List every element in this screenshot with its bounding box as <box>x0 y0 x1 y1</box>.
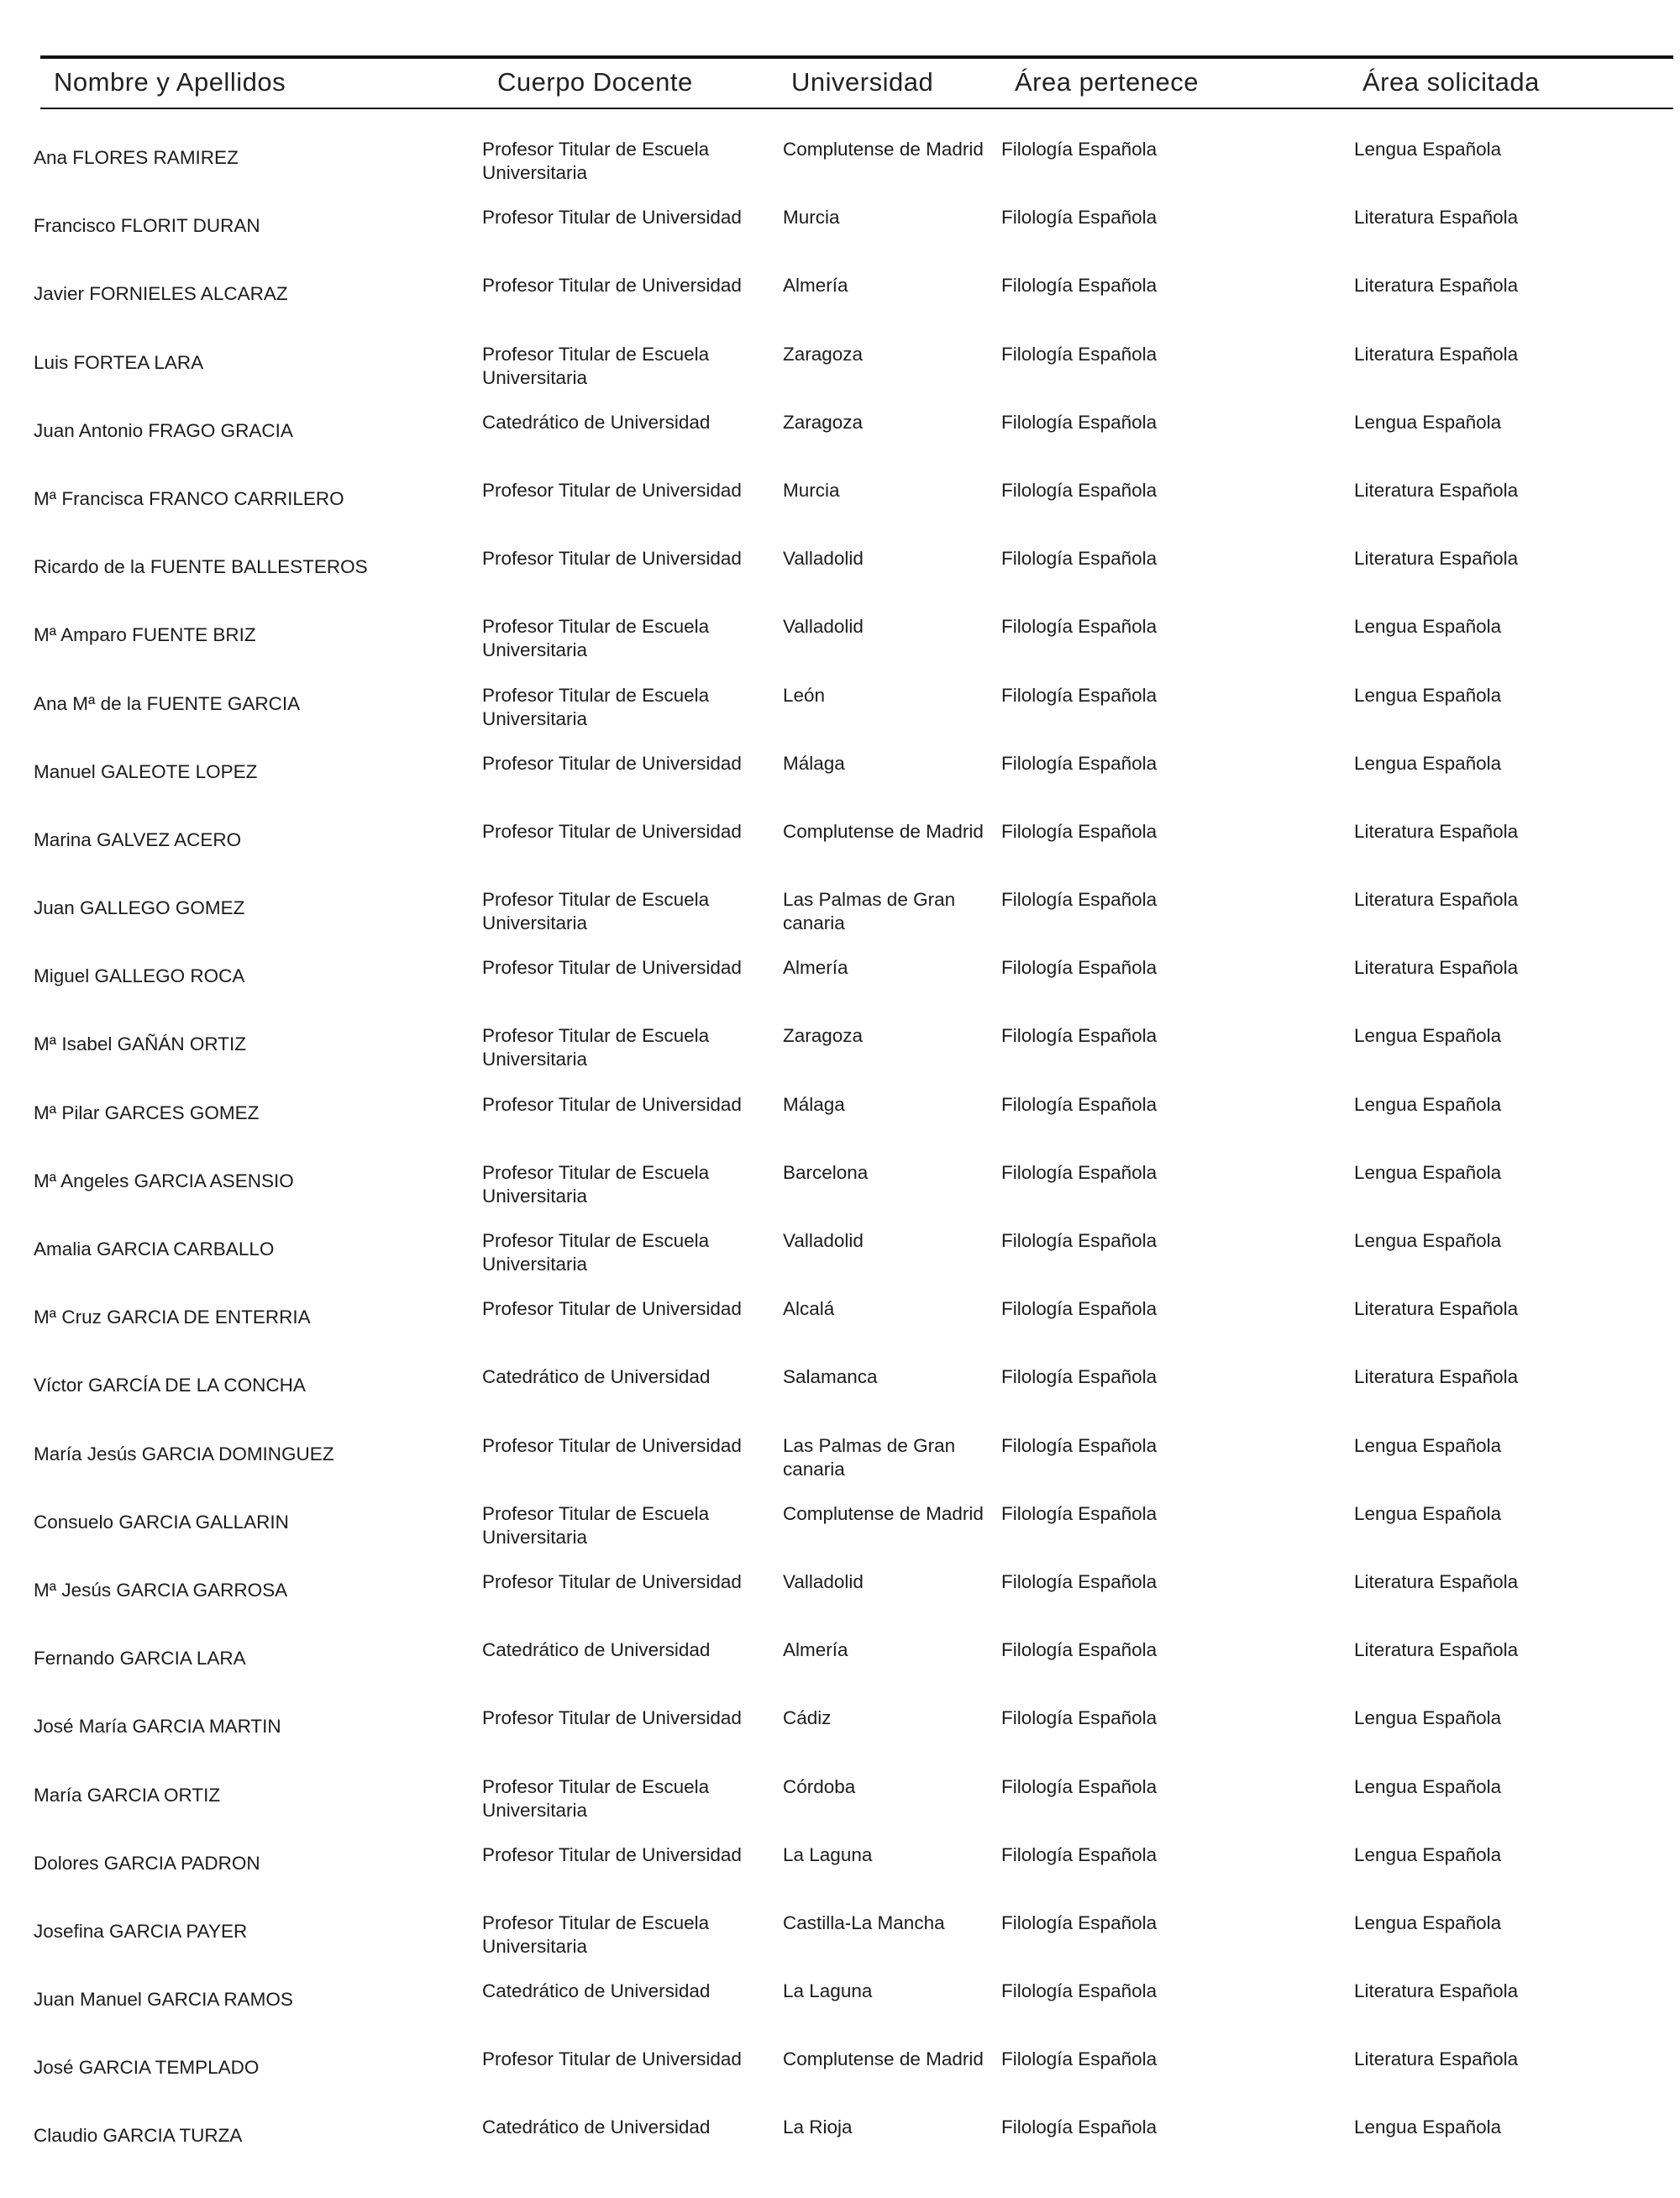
cell-university: Cádiz <box>783 1707 832 1729</box>
cell-area-requested: Lengua Española <box>1354 1161 1502 1183</box>
cell-teaching-body: Profesor Titular de Universidad <box>482 1707 742 1729</box>
cell-area-requested: Literatura Española <box>1354 1570 1519 1592</box>
cell-teaching-body: Profesor Titular de Escuela Universitaria <box>482 889 710 934</box>
cell-teaching-body: Profesor Titular de Universidad <box>482 1298 742 1320</box>
cell-name: Claudio GARCIA TURZA <box>34 2125 243 2147</box>
cell-name: Fernando GARCIA LARA <box>34 1648 246 1670</box>
table-row <box>0 1567 1680 1635</box>
cell-teaching-body: Profesor Titular de Escuela Universitaria <box>482 343 710 388</box>
cell-area-requested: Lengua Española <box>1354 1707 1502 1729</box>
cell-area-requested: Lengua Española <box>1354 2116 1502 2138</box>
cell-university: Salamanca <box>783 1366 878 1388</box>
cell-university: Castilla-La Mancha <box>783 1911 945 1933</box>
cell-teaching-body: Profesor Titular de Universidad <box>482 752 742 774</box>
cell-teaching-body: Profesor Titular de Escuela Universitaria <box>482 139 710 183</box>
table-row <box>0 2044 1680 2112</box>
cell-university: Zaragoza <box>783 1025 864 1047</box>
cell-university: La Rioja <box>783 2116 853 2138</box>
cell-area-belongs: Filología Española <box>1001 957 1158 979</box>
table-row <box>0 953 1680 1021</box>
cell-area-belongs: Filología Española <box>1001 1161 1158 1183</box>
table-row <box>0 1226 1680 1294</box>
table-row <box>0 476 1680 544</box>
table-row <box>0 544 1680 612</box>
cell-area-belongs: Filología Española <box>1001 2116 1158 2138</box>
cell-name: Mª Isabel GAÑÁN ORTIZ <box>34 1033 246 1055</box>
cell-teaching-body: Profesor Titular de Universidad <box>482 1093 742 1115</box>
cell-name: María GARCIA ORTIZ <box>34 1784 221 1806</box>
cell-teaching-body: Profesor Titular de Universidad <box>482 1434 742 1456</box>
cell-name: Juan Antonio FRAGO GRACIA <box>34 419 293 441</box>
cell-area-belongs: Filología Española <box>1001 1639 1158 1661</box>
cell-teaching-body: Catedrático de Universidad <box>482 2116 711 2138</box>
table-row <box>0 1158 1680 1226</box>
cell-teaching-body: Profesor Titular de Universidad <box>482 207 742 229</box>
header-name: Nombre y Apellidos <box>54 67 286 97</box>
cell-teaching-body: Profesor Titular de Escuela Universitaria <box>482 1161 710 1207</box>
cell-university: Almería <box>783 1639 848 1661</box>
cell-area-belongs: Filología Española <box>1001 1502 1158 1524</box>
cell-university: Zaragoza <box>783 343 864 365</box>
cell-area-requested: Lengua Española <box>1354 1230 1502 1251</box>
cell-area-requested: Lengua Española <box>1354 1911 1502 1933</box>
cell-teaching-body: Catedrático de Universidad <box>482 1366 711 1388</box>
cell-area-belongs: Filología Española <box>1001 752 1158 774</box>
table-row <box>0 817 1680 885</box>
table-row <box>0 271 1680 339</box>
cell-teaching-body: Profesor Titular de Universidad <box>482 548 742 570</box>
cell-area-belongs: Filología Española <box>1001 1366 1158 1388</box>
table-row <box>0 1431 1680 1499</box>
cell-university: Alcalá <box>783 1298 835 1320</box>
cell-university: La Laguna <box>783 1843 873 1865</box>
cell-area-requested: Literatura Española <box>1354 275 1519 297</box>
cell-teaching-body: Profesor Titular de Universidad <box>482 1570 742 1592</box>
cell-name: Mª Amparo FUENTE BRIZ <box>34 624 256 646</box>
cell-teaching-body: Profesor Titular de Escuela Universitaria <box>482 684 710 729</box>
cell-name: María Jesús GARCIA DOMINGUEZ <box>34 1443 334 1464</box>
cell-name: Marina GALVEZ ACERO <box>34 828 242 850</box>
cell-area-requested: Literatura Española <box>1354 1639 1519 1661</box>
cell-area-requested: Literatura Española <box>1354 820 1519 842</box>
cell-name: José María GARCIA MARTIN <box>34 1716 281 1738</box>
cell-university: Las Palmas de Gran canaria <box>783 1434 956 1480</box>
cell-teaching-body: Profesor Titular de Universidad <box>482 479 742 501</box>
cell-name: Juan GALLEGO GOMEZ <box>34 897 245 919</box>
cell-area-requested: Lengua Española <box>1354 1843 1502 1865</box>
table-row <box>0 612 1680 680</box>
cell-area-requested: Literatura Española <box>1354 479 1519 501</box>
cell-area-belongs: Filología Española <box>1001 1093 1158 1115</box>
cell-teaching-body: Profesor Titular de Universidad <box>482 2048 742 2070</box>
cell-university: Almería <box>783 275 848 297</box>
cell-university: León <box>783 684 826 706</box>
cell-area-requested: Literatura Española <box>1354 1980 1519 2002</box>
header-area-belongs: Área pertenece <box>1015 67 1199 97</box>
cell-teaching-body: Profesor Titular de Escuela Universitaria <box>482 1775 710 1821</box>
cell-area-requested: Literatura Española <box>1354 548 1519 570</box>
cell-university: Málaga <box>783 752 845 774</box>
cell-university: Málaga <box>783 1093 845 1115</box>
table-row <box>0 339 1680 408</box>
cell-teaching-body: Profesor Titular de Escuela Universitaria <box>482 1025 710 1070</box>
cell-area-requested: Literatura Española <box>1354 2048 1519 2070</box>
cell-area-requested: Lengua Española <box>1354 1502 1502 1524</box>
table-body <box>0 134 1680 2181</box>
table-row <box>0 1908 1680 1976</box>
cell-name: Ana Mª de la FUENTE GARCIA <box>34 692 301 714</box>
cell-teaching-body: Profesor Titular de Universidad <box>482 820 742 842</box>
cell-name: José GARCIA TEMPLADO <box>34 2057 260 2079</box>
cell-university: Valladolid <box>783 548 864 570</box>
cell-area-belongs: Filología Española <box>1001 479 1158 501</box>
cell-area-belongs: Filología Española <box>1001 1025 1158 1047</box>
cell-teaching-body: Profesor Titular de Escuela Universitaria <box>482 1911 710 1957</box>
cell-university: Murcia <box>783 479 840 501</box>
cell-name: Miguel GALLEGO ROCA <box>34 965 245 987</box>
header-area-requested: Área solicitada <box>1362 67 1540 97</box>
table-row <box>0 1635 1680 1703</box>
table-row <box>0 885 1680 953</box>
cell-name: Víctor GARCÍA DE LA CONCHA <box>34 1375 306 1396</box>
cell-teaching-body: Profesor Titular de Escuela Universitaria <box>482 1230 710 1275</box>
cell-teaching-body: Profesor Titular de Universidad <box>482 275 742 297</box>
cell-teaching-body: Profesor Titular de Universidad <box>482 1843 742 1865</box>
cell-area-requested: Literatura Española <box>1354 957 1519 979</box>
cell-university: Complutense de Madrid <box>783 139 984 160</box>
table-row <box>0 408 1680 476</box>
cell-name: Consuelo GARCIA GALLARIN <box>34 1511 289 1533</box>
header-teaching-body: Cuerpo Docente <box>497 67 693 97</box>
cell-area-belongs: Filología Española <box>1001 1570 1158 1592</box>
cell-teaching-body: Catedrático de Universidad <box>482 411 711 433</box>
cell-name: Juan Manuel GARCIA RAMOS <box>34 1989 293 2011</box>
table-row <box>0 1976 1680 2044</box>
cell-area-requested: Lengua Española <box>1354 1434 1502 1456</box>
table-row <box>0 134 1680 202</box>
cell-name: Josefina GARCIA PAYER <box>34 1920 248 1942</box>
table-row <box>0 749 1680 817</box>
cell-area-requested: Literatura Española <box>1354 207 1519 229</box>
cell-university: Valladolid <box>783 1230 864 1251</box>
cell-area-belongs: Filología Española <box>1001 1775 1158 1797</box>
cell-university: Zaragoza <box>783 411 864 433</box>
cell-area-belongs: Filología Española <box>1001 684 1158 706</box>
cell-area-belongs: Filología Española <box>1001 2048 1158 2070</box>
cell-teaching-body: Catedrático de Universidad <box>482 1980 711 2002</box>
cell-area-requested: Literatura Española <box>1354 343 1519 365</box>
cell-university: Complutense de Madrid <box>783 2048 984 2070</box>
table-row <box>0 1499 1680 1567</box>
cell-area-belongs: Filología Española <box>1001 139 1158 160</box>
cell-name: Javier FORNIELES ALCARAZ <box>34 283 288 305</box>
cell-name: Ana FLORES RAMIREZ <box>34 147 239 168</box>
table-row <box>0 1362 1680 1430</box>
table-row <box>0 681 1680 749</box>
cell-area-belongs: Filología Española <box>1001 343 1158 365</box>
cell-university: Las Palmas de Gran canaria <box>783 889 956 934</box>
cell-area-requested: Literatura Española <box>1354 889 1519 911</box>
cell-name: Luis FORTEA LARA <box>34 351 204 373</box>
cell-area-requested: Lengua Española <box>1354 752 1502 774</box>
table-top-rule <box>40 55 1673 59</box>
cell-university: Complutense de Madrid <box>783 1502 984 1524</box>
cell-area-belongs: Filología Española <box>1001 275 1158 297</box>
cell-teaching-body: Catedrático de Universidad <box>482 1639 711 1661</box>
cell-area-belongs: Filología Española <box>1001 1980 1158 2002</box>
header-university: Universidad <box>791 67 934 97</box>
cell-university: Valladolid <box>783 616 864 638</box>
cell-area-requested: Literatura Española <box>1354 1298 1519 1320</box>
cell-area-belongs: Filología Española <box>1001 1230 1158 1251</box>
table-header-rule <box>40 108 1673 109</box>
cell-name: Ricardo de la FUENTE BALLESTEROS <box>34 556 368 578</box>
cell-university: Murcia <box>783 207 840 229</box>
cell-area-requested: Lengua Española <box>1354 1775 1502 1797</box>
cell-area-belongs: Filología Española <box>1001 1298 1158 1320</box>
cell-area-requested: Lengua Española <box>1354 1093 1502 1115</box>
cell-university: Complutense de Madrid <box>783 820 984 842</box>
cell-name: Mª Pilar GARCES GOMEZ <box>34 1102 260 1123</box>
table-row <box>0 202 1680 271</box>
cell-area-requested: Lengua Española <box>1354 684 1502 706</box>
cell-area-belongs: Filología Española <box>1001 820 1158 842</box>
cell-university: Almería <box>783 957 848 979</box>
cell-area-belongs: Filología Española <box>1001 1911 1158 1933</box>
cell-teaching-body: Profesor Titular de Escuela Universitaria <box>482 1502 710 1548</box>
cell-area-requested: Lengua Española <box>1354 616 1502 638</box>
cell-university: La Laguna <box>783 1980 873 2002</box>
cell-university: Barcelona <box>783 1161 869 1183</box>
cell-name: Mª Angeles GARCIA ASENSIO <box>34 1170 294 1191</box>
cell-name: Dolores GARCIA PADRON <box>34 1852 260 1874</box>
cell-teaching-body: Profesor Titular de Universidad <box>482 957 742 979</box>
cell-name: Francisco FLORIT DURAN <box>34 215 260 237</box>
cell-area-belongs: Filología Española <box>1001 1843 1158 1865</box>
cell-area-belongs: Filología Española <box>1001 548 1158 570</box>
cell-area-requested: Literatura Española <box>1354 1366 1519 1388</box>
table-row <box>0 1772 1680 1840</box>
cell-university: Valladolid <box>783 1570 864 1592</box>
cell-area-requested: Lengua Española <box>1354 1025 1502 1047</box>
cell-name: Mª Cruz GARCIA DE ENTERRIA <box>34 1307 311 1328</box>
table-row <box>0 1703 1680 1771</box>
cell-name: Mª Francisca FRANCO CARRILERO <box>34 487 344 509</box>
cell-area-requested: Lengua Española <box>1354 411 1502 433</box>
cell-area-belongs: Filología Española <box>1001 207 1158 229</box>
cell-name: Manuel GALEOTE LOPEZ <box>34 760 258 782</box>
cell-area-belongs: Filología Española <box>1001 411 1158 433</box>
cell-area-requested: Lengua Española <box>1354 139 1502 160</box>
cell-university: Córdoba <box>783 1775 856 1797</box>
cell-area-belongs: Filología Española <box>1001 616 1158 638</box>
table-row <box>0 1840 1680 1908</box>
table-row <box>0 1090 1680 1158</box>
cell-name: Amalia GARCIA CARBALLO <box>34 1238 275 1259</box>
table-row <box>0 1294 1680 1362</box>
table-row <box>0 2112 1680 2180</box>
table-row <box>0 1021 1680 1089</box>
cell-name: Mª Jesús GARCIA GARROSA <box>34 1579 288 1601</box>
cell-area-belongs: Filología Española <box>1001 1434 1158 1456</box>
cell-area-belongs: Filología Española <box>1001 889 1158 911</box>
cell-teaching-body: Profesor Titular de Escuela Universitaria <box>482 616 710 661</box>
cell-area-belongs: Filología Española <box>1001 1707 1158 1729</box>
